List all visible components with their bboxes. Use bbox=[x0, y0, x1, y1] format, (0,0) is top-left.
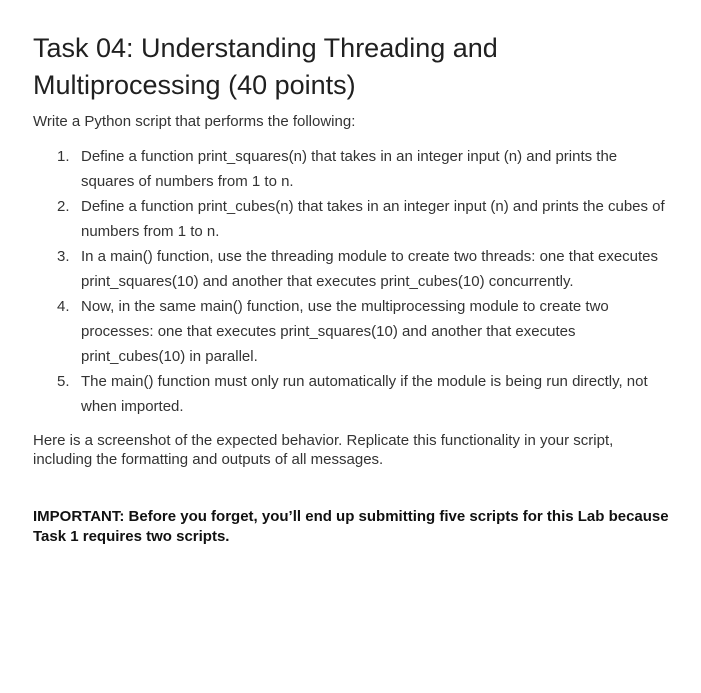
list-item-number: 5. bbox=[57, 373, 70, 390]
list-item bbox=[33, 294, 673, 369]
list-item-number: 4. bbox=[57, 298, 70, 315]
list-item bbox=[33, 144, 673, 194]
list-item bbox=[33, 369, 673, 419]
list-item-text: Define a function print_squares(n) that takes in an integer input (n) and prints the squares of numbers from 1 to n. bbox=[81, 148, 618, 190]
list-item-number: 2. bbox=[57, 198, 70, 215]
list-item-text: Define a function print_cubes(n) that takes in an integer input (n) and prints the cubes of numbers from 1 to n. bbox=[81, 198, 665, 240]
list-item bbox=[33, 194, 673, 244]
list-item-number: 3. bbox=[57, 248, 70, 265]
list-item-text: In a main() function, use the threading module to create two threads: one that executes print_squares(10) and another that executes print_cubes(10) concurrently. bbox=[81, 248, 659, 290]
list-item-text: The main() function must only run automatically if the module is being run directly, not when imported. bbox=[81, 373, 648, 415]
document-body bbox=[33, 30, 673, 547]
page-title: Task 04: Understanding Threading and Multiprocessing (40 points) bbox=[33, 33, 498, 100]
screenshot-note: Here is a screenshot of the expected behavior. Replicate this functionality in your script, including the formatting and outputs of all messages. bbox=[33, 432, 614, 468]
list-item-text: Now, in the same main() function, use the multiprocessing module to create two processes: one that executes print_squares(10) and another that executes print_cubes(10) in parallel. bbox=[81, 298, 609, 365]
list-item-number: 1. bbox=[57, 148, 70, 165]
important-note: IMPORTANT: Before you forget, you’ll end up submitting five scripts for this Lab because Task 1 requires two scripts. bbox=[33, 508, 669, 545]
intro-text: Write a Python script that performs the following: bbox=[33, 113, 356, 130]
steps-list bbox=[33, 144, 673, 419]
list-item bbox=[33, 244, 673, 294]
